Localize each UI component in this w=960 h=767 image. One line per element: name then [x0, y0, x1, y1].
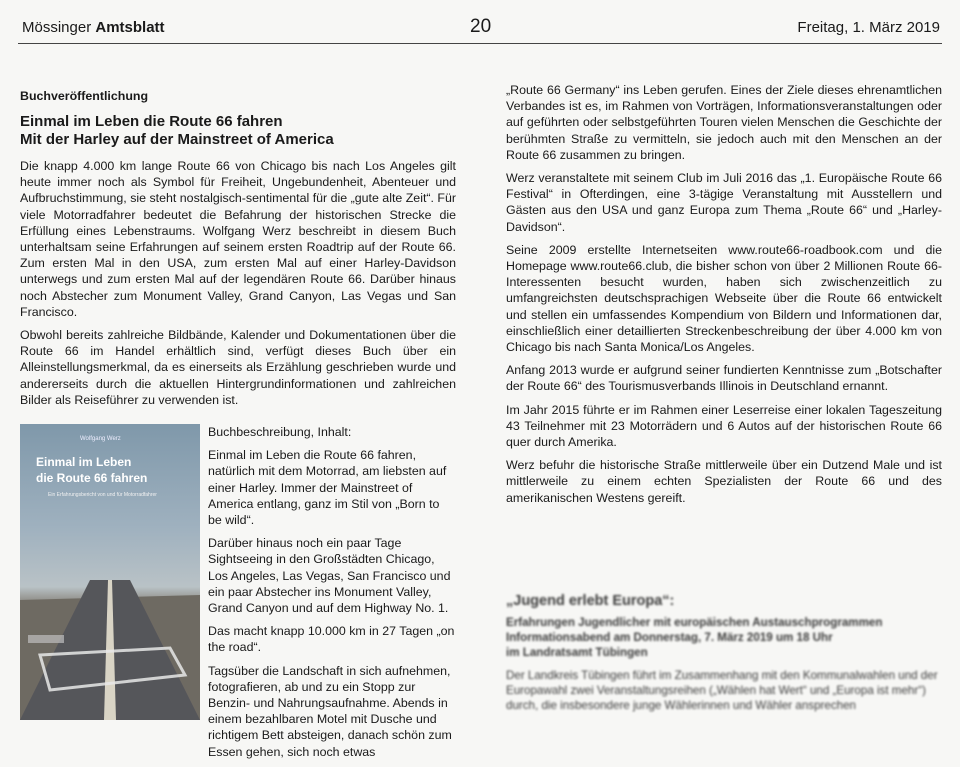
article-paragraph: „Route 66 Germany“ ins Leben gerufen. Eines der Ziele dieses ehrenamtlichen Verbandes ist es, im Rahmen von Vorträgen, Informationsveranstaltungen oder auf geführten oder selbstgeführten Touren vielen Menschen die Geschichte der berühmten Straße zu vermitteln, sie jedoch auch mit den Menschen an der Route 66 zusammen zu bringen.	[506, 83, 942, 162]
book-cover-image	[20, 424, 200, 720]
next-article-subtitle	[506, 615, 942, 660]
next-article-text: Der Landkreis Tübingen führt im Zusammenhang mit den Kommunalwahlen und der Europawahl zwei Veranstaltungsreihen („Wählen hat Wert“ und „Europa ist mehr“) durch, die insbesondere junge Wählerinnen und Wähler ansprechen	[506, 669, 938, 712]
book-desc-paragraph: Buchbeschreibung, Inhalt:	[208, 425, 352, 439]
cover-title-line-2: die Route 66 fahren	[36, 471, 148, 485]
next-article-subtitle-line-2: Informationsabend am Donnerstag, 7. März 2019 um 18 Uhr	[506, 631, 833, 644]
headline-line-2: Mit der Harley auf der Mainstreet of America	[20, 131, 334, 148]
article-paragraph: Im Jahr 2015 führte er im Rahmen einer Leserreise einer lokalen Tageszeitung 43 Teilnehmer mit 23 Motorrädern und 6 Autos auf der historischen Route 66 quer durch Amerika.	[506, 402, 942, 450]
page-number: 20	[470, 16, 492, 37]
article-paragraph: Werz veranstaltete mit seinem Club im Juli 2016 das „1. Europäische Route 66 Festival“ in Ofterdingen, eine 3-tägige Veranstaltung mit Ausstellern und Gästen aus den USA und ganz Europa zum Thema „Route 66“ und „Harley-Davidson“.	[506, 171, 942, 234]
publication-title: Amtsblatt	[95, 19, 165, 36]
publication-name	[22, 19, 165, 36]
book-desc-paragraph: Einmal im Leben die Route 66 fahren, natürlich mit dem Motorrad, am liebsten auf einer Harley. Immer der Mainstreet of America entlang, ganz im Stil von „Born to be wild“.	[208, 448, 447, 528]
next-article-teaser	[506, 593, 942, 713]
next-article-title: „Jugend erlebt Europa“:	[506, 593, 675, 609]
publication-prefix: Mössinger	[22, 19, 92, 36]
article-headline	[20, 113, 456, 149]
next-article-subtitle-line-3: im Landratsamt Tübingen	[506, 646, 648, 659]
article-paragraph: Die knapp 4.000 km lange Route 66 von Chicago bis nach Los Angeles gilt heute immer noch als Symbol für Freiheit, Ungebundenheit, Abenteuer und Aufbruchstimmung, sie steht nostalgisch-sentimental für die „gute alte Zeit“. Für viele Motorradfahrer bedeutet die Befahrung der historischen Strecke die Erfüllung eines Lebenstraums. Wolfgang Werz beschreibt in diesem Buch unterhaltsam seine Erfahrungen auf seinem ersten Roadtrip auf der Route 66. Zum ersten Mal in den USA, zum ersten Mal auf einer Harley-Davidson unterwegs und zum ersten Mal auf der legendären Route 66. Darüber hinaus noch Abstecher zum Monument Valley, Grand Canyon, Las Vegas und San Francisco.	[20, 159, 456, 319]
book-description	[208, 424, 456, 767]
cover-subtitle: Ein Erfahrungsbericht von und für Motorradfahrer	[48, 492, 157, 498]
cover-author: Wolfgang Werz	[80, 436, 121, 442]
right-column	[506, 82, 942, 513]
book-section	[20, 424, 456, 759]
headline-line-1: Einmal im Leben die Route 66 fahren	[20, 113, 283, 130]
article-paragraph: Anfang 2013 wurde er aufgrund seiner fundierten Kenntnisse zum „Botschafter der Route 66“ des Tourismusverbands Illinois in Deutschland ernannt.	[506, 363, 942, 394]
article-kicker: Buchveröffentlichung	[20, 89, 149, 103]
article-paragraph: Seine 2009 erstellte Internetseiten www.route66-roadbook.com und die Homepage www.route66.club, die bisher schon von über 2 Millionen Route 66-Interessenten besucht wurden, haben sich zwischenzeitlich zu umfangreichsten deutschsprachigen Webseite über die Route 66 entwickelt und stellen ein umfassendes Kompendium von Bildern und Informationen dar, einschließlich einer detaillierten Streckenbeschreibung der über 4.000 km von Chicago bis nach Santa Monica/Los Angeles.	[506, 242, 942, 355]
page-header	[0, 0, 960, 44]
cover-title-line-1: Einmal im Leben	[36, 455, 132, 469]
cover-title	[36, 454, 196, 486]
book-desc-paragraph: Darüber hinaus noch ein paar Tage Sightseeing in den Großstädten Chicago, Los Angeles, Las Vegas, San Francisco und ein paar Abstecher ins Monument Valley, Grand Canyon und auf dem Highway No. 1.	[208, 536, 451, 616]
left-column	[20, 89, 456, 415]
article-paragraph: Werz befuhr die historische Straße mittlerweile über ein Dutzend Male und ist mittlerweile zu einem echten Spezialisten der Route 66 und des amerikanischen Westens gereift.	[506, 458, 942, 505]
issue-date: Freitag, 1. März 2019	[797, 19, 940, 36]
book-desc-paragraph: Das macht knapp 10.000 km in 27 Tagen „on the road“.	[208, 624, 455, 655]
road-illustration	[20, 540, 200, 720]
header-divider	[18, 43, 942, 44]
book-desc-paragraph: Tagsüber die Landschaft in sich aufnehmen, fotografieren, ab und zu ein Stopp zur Benzin- und Nahrungsaufnahme. Abends in einem bezahlbaren Motel mit Dusche und richtigem Bett absteigen, danach schön zum Essen gehen, sich noch etwas	[208, 663, 452, 759]
next-article-subtitle-line-1: Erfahrungen Jugendlicher mit europäischen Austauschprogrammen	[506, 616, 883, 629]
article-paragraph: Obwohl bereits zahlreiche Bildbände, Kalender und Dokumentationen über die Route 66 im Handel erhältlich sind, verfügt dieses Buch über ein Alleinstellungsmerkmal, da es einerseits als Erzählung geschrieben wurde und andererseits durch die aktuellen Hintergrundinformationen und zahlreichen Bilder als Reiseführer zu verwenden ist.	[20, 328, 456, 407]
